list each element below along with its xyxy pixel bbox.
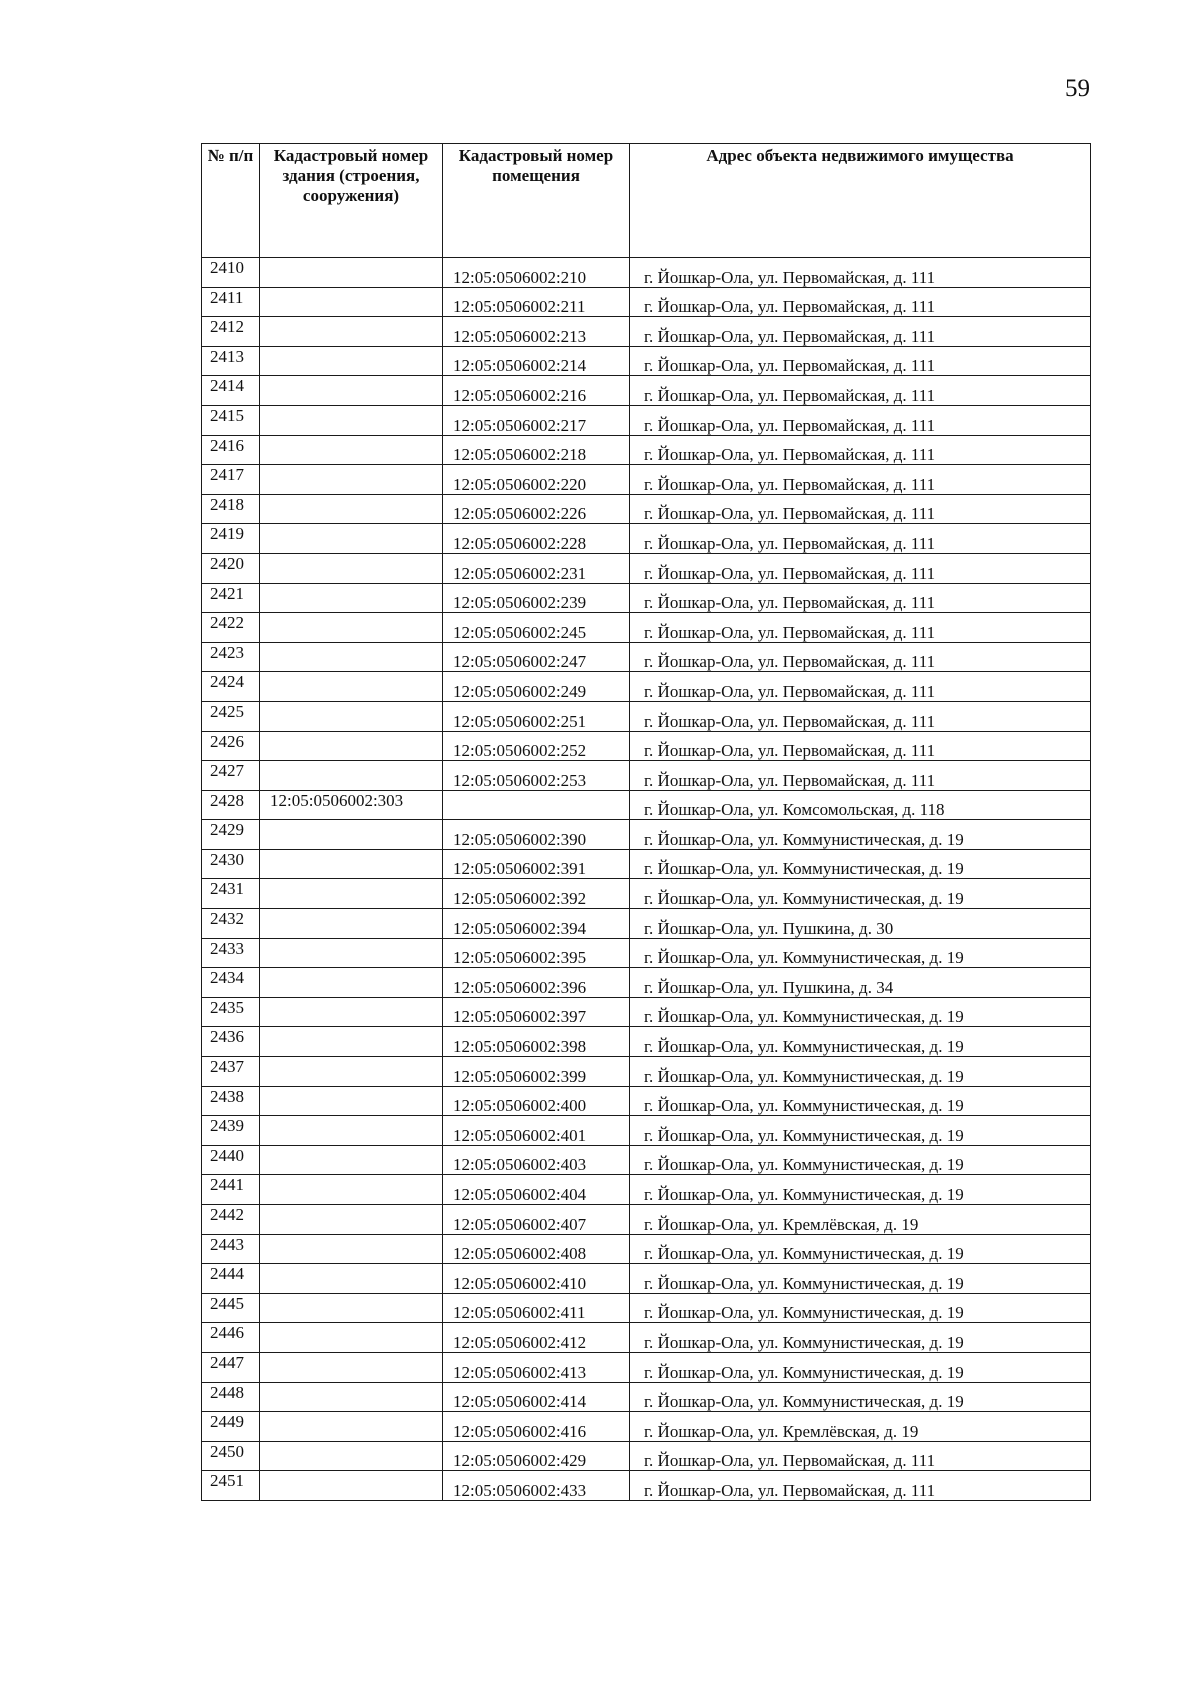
header-building-cadastral-number: Кадастровый номер здания (строения, сооружения): [260, 144, 443, 258]
building-cadastral-number-cell: [260, 1412, 443, 1442]
room-cadastral-number-cell: 12:05:0506002:410: [443, 1264, 630, 1294]
row-number-cell: 2421: [202, 583, 260, 613]
row-number-cell: 2442: [202, 1205, 260, 1235]
table-row: [202, 642, 1091, 672]
address-cell: г. Йошкар-Ола, ул. Первомайская, д. 111: [630, 405, 1091, 435]
address-cell: г. Йошкар-Ола, ул. Коммунистическая, д. 19: [630, 1175, 1091, 1205]
row-number-cell: 2427: [202, 761, 260, 791]
address-cell: г. Йошкар-Ола, ул. Первомайская, д. 111: [630, 613, 1091, 643]
address-cell: г. Йошкар-Ола, ул. Коммунистическая, д. 19: [630, 1057, 1091, 1087]
building-cadastral-number-cell: [260, 731, 443, 761]
table-row: [202, 1441, 1091, 1471]
address-cell: г. Йошкар-Ола, ул. Первомайская, д. 111: [630, 465, 1091, 495]
room-cadastral-number-cell: 12:05:0506002:433: [443, 1471, 630, 1501]
address-cell: г. Йошкар-Ола, ул. Коммунистическая, д. 19: [630, 1234, 1091, 1264]
row-number-cell: 2439: [202, 1116, 260, 1146]
room-cadastral-number-cell: 12:05:0506002:211: [443, 287, 630, 317]
room-cadastral-number-cell: 12:05:0506002:399: [443, 1057, 630, 1087]
room-cadastral-number-cell: 12:05:0506002:245: [443, 613, 630, 643]
room-cadastral-number-cell: 12:05:0506002:239: [443, 583, 630, 613]
building-cadastral-number-cell: [260, 1145, 443, 1175]
table-row: [202, 1293, 1091, 1323]
header-address: Адрес объекта недвижимого имущества: [630, 144, 1091, 258]
table-row: [202, 968, 1091, 998]
row-number-cell: 2443: [202, 1234, 260, 1264]
row-number-cell: 2432: [202, 909, 260, 939]
building-cadastral-number-cell: [260, 405, 443, 435]
row-number-cell: 2434: [202, 968, 260, 998]
table-row: [202, 435, 1091, 465]
table-row: [202, 1264, 1091, 1294]
building-cadastral-number-cell: [260, 997, 443, 1027]
building-cadastral-number-cell: [260, 642, 443, 672]
building-cadastral-number-cell: [260, 849, 443, 879]
row-number-cell: 2425: [202, 701, 260, 731]
room-cadastral-number-cell: 12:05:0506002:394: [443, 909, 630, 939]
address-cell: г. Йошкар-Ола, ул. Коммунистическая, д. 19: [630, 1027, 1091, 1057]
row-number-cell: 2413: [202, 346, 260, 376]
room-cadastral-number-cell: 12:05:0506002:226: [443, 494, 630, 524]
room-cadastral-number-cell: 12:05:0506002:251: [443, 701, 630, 731]
room-cadastral-number-cell: 12:05:0506002:395: [443, 938, 630, 968]
address-cell: г. Йошкар-Ола, ул. Коммунистическая, д. 19: [630, 1116, 1091, 1146]
table-row: [202, 701, 1091, 731]
building-cadastral-number-cell: [260, 761, 443, 791]
table-row: [202, 1175, 1091, 1205]
row-number-cell: 2412: [202, 317, 260, 347]
building-cadastral-number-cell: [260, 1471, 443, 1501]
building-cadastral-number-cell: [260, 465, 443, 495]
building-cadastral-number-cell: [260, 494, 443, 524]
room-cadastral-number-cell: 12:05:0506002:414: [443, 1382, 630, 1412]
row-number-cell: 2410: [202, 258, 260, 288]
table-row: [202, 761, 1091, 791]
row-number-cell: 2447: [202, 1352, 260, 1382]
room-cadastral-number-cell: 12:05:0506002:429: [443, 1441, 630, 1471]
row-number-cell: 2429: [202, 820, 260, 850]
building-cadastral-number-cell: [260, 613, 443, 643]
table-row: [202, 909, 1091, 939]
address-cell: г. Йошкар-Ола, ул. Первомайская, д. 111: [630, 761, 1091, 791]
building-cadastral-number-cell: [260, 524, 443, 554]
row-number-cell: 2431: [202, 879, 260, 909]
room-cadastral-number-cell: 12:05:0506002:408: [443, 1234, 630, 1264]
room-cadastral-number-cell: 12:05:0506002:404: [443, 1175, 630, 1205]
row-number-cell: 2422: [202, 613, 260, 643]
address-cell: г. Йошкар-Ола, ул. Первомайская, д. 111: [630, 672, 1091, 702]
address-cell: г. Йошкар-Ола, ул. Первомайская, д. 111: [630, 494, 1091, 524]
building-cadastral-number-cell: [260, 583, 443, 613]
building-cadastral-number-cell: [260, 820, 443, 850]
building-cadastral-number-cell: [260, 1441, 443, 1471]
table-row: [202, 1057, 1091, 1087]
header-room-cadastral-number: Кадастровый номер помещения: [443, 144, 630, 258]
row-number-cell: 2423: [202, 642, 260, 672]
table-row: [202, 553, 1091, 583]
room-cadastral-number-cell: 12:05:0506002:210: [443, 258, 630, 288]
table-row: [202, 405, 1091, 435]
room-cadastral-number-cell: 12:05:0506002:213: [443, 317, 630, 347]
building-cadastral-number-cell: [260, 1205, 443, 1235]
room-cadastral-number-cell: 12:05:0506002:400: [443, 1086, 630, 1116]
address-cell: г. Йошкар-Ола, ул. Коммунистическая, д. 19: [630, 820, 1091, 850]
building-cadastral-number-cell: [260, 1116, 443, 1146]
row-number-cell: 2415: [202, 405, 260, 435]
table-row: [202, 938, 1091, 968]
row-number-cell: 2428: [202, 790, 260, 820]
room-cadastral-number-cell: 12:05:0506002:217: [443, 405, 630, 435]
address-cell: г. Йошкар-Ола, ул. Пушкина, д. 30: [630, 909, 1091, 939]
building-cadastral-number-cell: [260, 1027, 443, 1057]
room-cadastral-number-cell: 12:05:0506002:407: [443, 1205, 630, 1235]
room-cadastral-number-cell: 12:05:0506002:401: [443, 1116, 630, 1146]
room-cadastral-number-cell: 12:05:0506002:413: [443, 1352, 630, 1382]
building-cadastral-number-cell: [260, 435, 443, 465]
row-number-cell: 2446: [202, 1323, 260, 1353]
row-number-cell: 2411: [202, 287, 260, 317]
row-number-cell: 2418: [202, 494, 260, 524]
row-number-cell: 2437: [202, 1057, 260, 1087]
room-cadastral-number-cell: 12:05:0506002:216: [443, 376, 630, 406]
room-cadastral-number-cell: 12:05:0506002:228: [443, 524, 630, 554]
building-cadastral-number-cell: [260, 909, 443, 939]
table-row: [202, 1352, 1091, 1382]
table-row: [202, 1027, 1091, 1057]
address-cell: г. Йошкар-Ола, ул. Первомайская, д. 111: [630, 1471, 1091, 1501]
address-cell: г. Йошкар-Ола, ул. Коммунистическая, д. 19: [630, 879, 1091, 909]
address-cell: г. Йошкар-Ола, ул. Первомайская, д. 111: [630, 701, 1091, 731]
table-row: [202, 1234, 1091, 1264]
building-cadastral-number-cell: [260, 346, 443, 376]
address-cell: г. Йошкар-Ола, ул. Первомайская, д. 111: [630, 1441, 1091, 1471]
property-registry-table: [201, 143, 1091, 1501]
table-row: [202, 317, 1091, 347]
table-row: [202, 1323, 1091, 1353]
room-cadastral-number-cell: 12:05:0506002:398: [443, 1027, 630, 1057]
table-header: [202, 144, 1091, 258]
room-cadastral-number-cell: 12:05:0506002:220: [443, 465, 630, 495]
building-cadastral-number-cell: [260, 701, 443, 731]
building-cadastral-number-cell: [260, 376, 443, 406]
address-cell: г. Йошкар-Ола, ул. Первомайская, д. 111: [630, 376, 1091, 406]
table-row: [202, 258, 1091, 288]
room-cadastral-number-cell: 12:05:0506002:214: [443, 346, 630, 376]
row-number-cell: 2440: [202, 1145, 260, 1175]
building-cadastral-number-cell: [260, 879, 443, 909]
room-cadastral-number-cell: 12:05:0506002:253: [443, 761, 630, 791]
building-cadastral-number-cell: [260, 553, 443, 583]
address-cell: г. Йошкар-Ола, ул. Комсомольская, д. 118: [630, 790, 1091, 820]
address-cell: г. Йошкар-Ола, ул. Первомайская, д. 111: [630, 346, 1091, 376]
table-row: [202, 524, 1091, 554]
building-cadastral-number-cell: [260, 672, 443, 702]
address-cell: г. Йошкар-Ола, ул. Коммунистическая, д. 19: [630, 1382, 1091, 1412]
row-number-cell: 2416: [202, 435, 260, 465]
building-cadastral-number-cell: 12:05:0506002:303: [260, 790, 443, 820]
address-cell: г. Йошкар-Ола, ул. Коммунистическая, д. 19: [630, 1323, 1091, 1353]
table-row: [202, 879, 1091, 909]
address-cell: г. Йошкар-Ола, ул. Первомайская, д. 111: [630, 435, 1091, 465]
building-cadastral-number-cell: [260, 1175, 443, 1205]
building-cadastral-number-cell: [260, 1234, 443, 1264]
row-number-cell: 2426: [202, 731, 260, 761]
table-row: [202, 1471, 1091, 1501]
table-row: [202, 672, 1091, 702]
table-row: [202, 583, 1091, 613]
row-number-cell: 2436: [202, 1027, 260, 1057]
table-row: [202, 1145, 1091, 1175]
room-cadastral-number-cell: 12:05:0506002:218: [443, 435, 630, 465]
address-cell: г. Йошкар-Ола, ул. Первомайская, д. 111: [630, 642, 1091, 672]
building-cadastral-number-cell: [260, 287, 443, 317]
room-cadastral-number-cell: 12:05:0506002:397: [443, 997, 630, 1027]
table-row: [202, 790, 1091, 820]
row-number-cell: 2448: [202, 1382, 260, 1412]
building-cadastral-number-cell: [260, 1352, 443, 1382]
address-cell: г. Йошкар-Ола, ул. Первомайская, д. 111: [630, 524, 1091, 554]
address-cell: г. Йошкар-Ола, ул. Коммунистическая, д. 19: [630, 1264, 1091, 1294]
room-cadastral-number-cell: 12:05:0506002:412: [443, 1323, 630, 1353]
row-number-cell: 2414: [202, 376, 260, 406]
room-cadastral-number-cell: 12:05:0506002:247: [443, 642, 630, 672]
address-cell: г. Йошкар-Ола, ул. Первомайская, д. 111: [630, 287, 1091, 317]
address-cell: г. Йошкар-Ола, ул. Пушкина, д. 34: [630, 968, 1091, 998]
table-row: [202, 731, 1091, 761]
address-cell: г. Йошкар-Ола, ул. Первомайская, д. 111: [630, 258, 1091, 288]
building-cadastral-number-cell: [260, 317, 443, 347]
building-cadastral-number-cell: [260, 1293, 443, 1323]
table-row: [202, 1205, 1091, 1235]
address-cell: г. Йошкар-Ола, ул. Кремлёвская, д. 19: [630, 1205, 1091, 1235]
room-cadastral-number-cell: 12:05:0506002:396: [443, 968, 630, 998]
header-row-number: № п/п: [202, 144, 260, 258]
address-cell: г. Йошкар-Ола, ул. Первомайская, д. 111: [630, 317, 1091, 347]
building-cadastral-number-cell: [260, 1264, 443, 1294]
building-cadastral-number-cell: [260, 258, 443, 288]
header-row: [202, 144, 1091, 258]
table-row: [202, 997, 1091, 1027]
table-body: [202, 258, 1091, 1501]
building-cadastral-number-cell: [260, 1057, 443, 1087]
table-row: [202, 376, 1091, 406]
address-cell: г. Йошкар-Ола, ул. Первомайская, д. 111: [630, 583, 1091, 613]
row-number-cell: 2445: [202, 1293, 260, 1323]
room-cadastral-number-cell: 12:05:0506002:249: [443, 672, 630, 702]
row-number-cell: 2433: [202, 938, 260, 968]
table-row: [202, 1412, 1091, 1442]
room-cadastral-number-cell: 12:05:0506002:390: [443, 820, 630, 850]
building-cadastral-number-cell: [260, 1382, 443, 1412]
row-number-cell: 2451: [202, 1471, 260, 1501]
table-row: [202, 287, 1091, 317]
table-row: [202, 494, 1091, 524]
room-cadastral-number-cell: 12:05:0506002:252: [443, 731, 630, 761]
address-cell: г. Йошкар-Ола, ул. Первомайская, д. 111: [630, 731, 1091, 761]
room-cadastral-number-cell: 12:05:0506002:392: [443, 879, 630, 909]
room-cadastral-number-cell: 12:05:0506002:231: [443, 553, 630, 583]
address-cell: г. Йошкар-Ола, ул. Коммунистическая, д. 19: [630, 1086, 1091, 1116]
table-row: [202, 849, 1091, 879]
room-cadastral-number-cell: 12:05:0506002:416: [443, 1412, 630, 1442]
row-number-cell: 2449: [202, 1412, 260, 1442]
row-number-cell: 2419: [202, 524, 260, 554]
row-number-cell: 2417: [202, 465, 260, 495]
building-cadastral-number-cell: [260, 1086, 443, 1116]
room-cadastral-number-cell: [443, 790, 630, 820]
address-cell: г. Йошкар-Ола, ул. Коммунистическая, д. 19: [630, 997, 1091, 1027]
page-number: 59: [1065, 75, 1090, 102]
room-cadastral-number-cell: 12:05:0506002:391: [443, 849, 630, 879]
row-number-cell: 2435: [202, 997, 260, 1027]
table-row: [202, 613, 1091, 643]
table-row: [202, 1382, 1091, 1412]
building-cadastral-number-cell: [260, 938, 443, 968]
row-number-cell: 2438: [202, 1086, 260, 1116]
row-number-cell: 2444: [202, 1264, 260, 1294]
table-row: [202, 346, 1091, 376]
row-number-cell: 2450: [202, 1441, 260, 1471]
address-cell: г. Йошкар-Ола, ул. Коммунистическая, д. 19: [630, 1145, 1091, 1175]
address-cell: г. Йошкар-Ола, ул. Первомайская, д. 111: [630, 553, 1091, 583]
building-cadastral-number-cell: [260, 968, 443, 998]
row-number-cell: 2420: [202, 553, 260, 583]
room-cadastral-number-cell: 12:05:0506002:411: [443, 1293, 630, 1323]
address-cell: г. Йошкар-Ола, ул. Коммунистическая, д. 19: [630, 938, 1091, 968]
address-cell: г. Йошкар-Ола, ул. Коммунистическая, д. 19: [630, 1293, 1091, 1323]
address-cell: г. Йошкар-Ола, ул. Коммунистическая, д. 19: [630, 849, 1091, 879]
address-cell: г. Йошкар-Ола, ул. Коммунистическая, д. 19: [630, 1352, 1091, 1382]
table-row: [202, 820, 1091, 850]
row-number-cell: 2441: [202, 1175, 260, 1205]
row-number-cell: 2424: [202, 672, 260, 702]
room-cadastral-number-cell: 12:05:0506002:403: [443, 1145, 630, 1175]
row-number-cell: 2430: [202, 849, 260, 879]
table-row: [202, 1086, 1091, 1116]
table-row: [202, 465, 1091, 495]
building-cadastral-number-cell: [260, 1323, 443, 1353]
address-cell: г. Йошкар-Ола, ул. Кремлёвская, д. 19: [630, 1412, 1091, 1442]
table-row: [202, 1116, 1091, 1146]
